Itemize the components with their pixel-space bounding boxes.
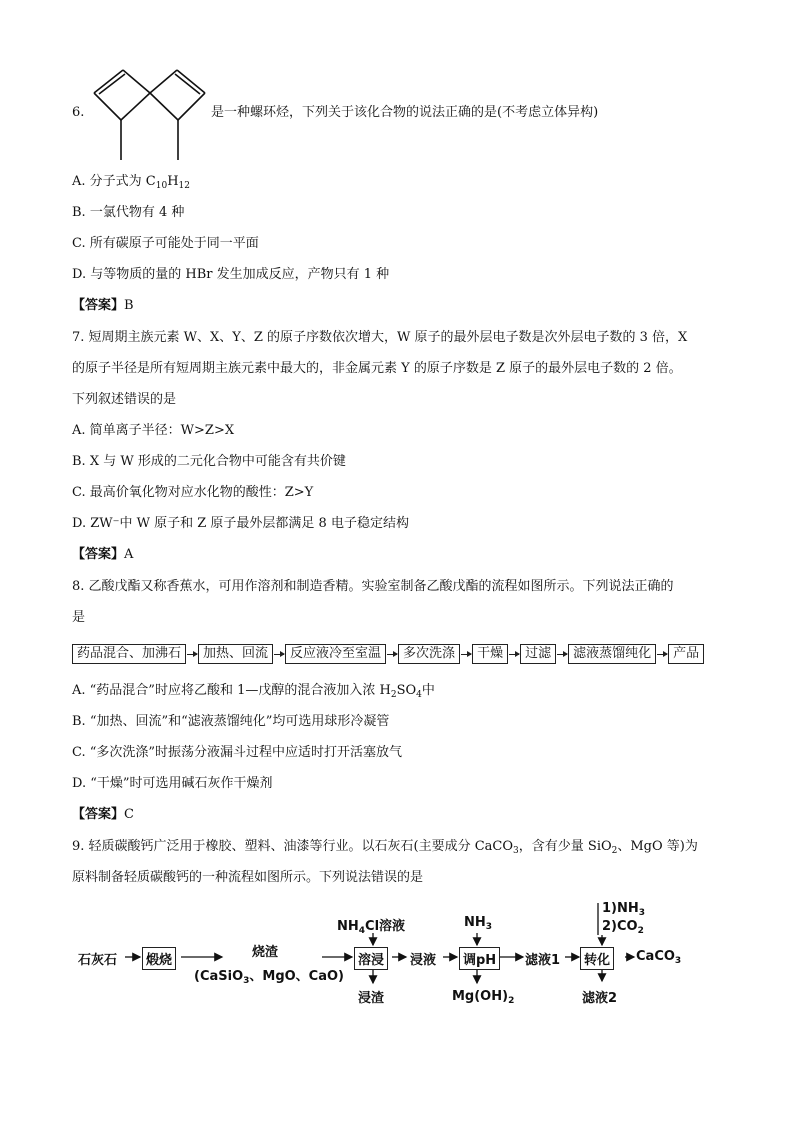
q9-residue: 浸渣 bbox=[358, 991, 385, 1006]
q9-mgoh2: $Mg(OH)_2$ bbox=[452, 989, 515, 1006]
flow-step-dry: 干燥 bbox=[472, 644, 508, 664]
flow-step-filter: 过滤 bbox=[520, 644, 556, 664]
q9-nh3: $NH_3$ bbox=[464, 915, 493, 932]
q9-convert-box: 转化 bbox=[580, 947, 614, 970]
flow-step-product: 产品 bbox=[668, 644, 704, 664]
q7-option-b: B. X 与 W 形成的二元化合物中可能含有共价键 bbox=[72, 454, 346, 469]
flow-step-reflux: 加热、回流 bbox=[198, 644, 273, 664]
q9-leachate: 浸液 bbox=[410, 953, 437, 968]
flow-step-wash: 多次洗涤 bbox=[398, 644, 460, 664]
q9-stem-line2: 原料制备轻质碳酸钙的一种流程如图所示。下列说法错误的是 bbox=[72, 870, 424, 885]
q7-stem-line2: 的原子半径是所有短周期主族元素中最大的，非金属元素 Y 的原子序数是 Z 原子的最外层电子数的 2 倍。 bbox=[72, 361, 682, 376]
q8-option-d: D. “干燥”时可选用碱石灰作干燥剂 bbox=[72, 776, 273, 791]
flow-step-mix: 药品混合、加沸石 bbox=[72, 644, 186, 664]
q9-adjust-ph-box: 调pH bbox=[459, 947, 500, 970]
q6-option-b: B. 一氯代物有 4 种 bbox=[72, 205, 185, 220]
q6-option-d: D. 与等物质的量的 HBr 发生加成反应，产物只有 1 种 bbox=[72, 267, 390, 282]
q9-stem-line1: 9. 轻质碳酸钙广泛用于橡胶、塑料、油漆等行业。以石灰石(主要成分 CaCO$_3$，含有少量 SiO$_2$、MgO 等)为 bbox=[72, 839, 698, 856]
q8-option-c: C. “多次洗涤”时振荡分液漏斗过程中应适时打开活塞放气 bbox=[72, 745, 403, 760]
q9-leach-box: 溶浸 bbox=[354, 947, 388, 970]
flow-arrow bbox=[509, 654, 519, 655]
q6-stem: 是一种螺环烃，下列关于该化合物的说法正确的是(不考虑立体异构) bbox=[211, 105, 599, 120]
q7-answer: 【答案】A bbox=[72, 547, 134, 562]
q7-option-c: C. 最高价氧化物对应水化物的酸性：Z>Y bbox=[72, 485, 314, 500]
spiro-structure-diagram bbox=[88, 60, 212, 164]
q9-filtrate2: 滤液2 bbox=[582, 991, 618, 1006]
q8-answer: 【答案】C bbox=[72, 807, 134, 822]
q9-filtrate1: 滤液1 bbox=[525, 953, 561, 968]
flow-arrow bbox=[657, 654, 667, 655]
q6-answer: 【答案】B bbox=[72, 298, 134, 313]
q9-process-diagram bbox=[72, 895, 712, 1025]
flow-arrow bbox=[461, 654, 471, 655]
q6-option-a: A. 分子式为 $C_{10}H_{12}$ bbox=[72, 174, 190, 191]
flow-arrow bbox=[387, 654, 397, 655]
flow-arrow bbox=[274, 654, 284, 655]
q8-stem-line1: 8. 乙酸戊酯又称香蕉水，可用作溶剂和制造香精。实验室制备乙酸戊酯的流程如图所示。下列说法正确的 bbox=[72, 579, 674, 594]
q9-product: CaCO$_3$ bbox=[636, 949, 682, 966]
flow-step-cool: 反应液冷至室温 bbox=[285, 644, 386, 664]
q6-option-c: C. 所有碳原子可能处于同一平面 bbox=[72, 236, 259, 251]
q9-start: 石灰石 bbox=[78, 953, 118, 968]
q9-slag-composition: (CaSiO$_3$、MgO、CaO) bbox=[194, 969, 344, 986]
q7-option-d: D. ZW⁻中 W 原子和 Z 原子最外层都满足 8 电子稳定结构 bbox=[72, 516, 409, 531]
flow-arrow bbox=[187, 654, 197, 655]
q7-option-a: A. 简单离子半径：W>Z>X bbox=[72, 423, 235, 438]
q7-stem-line1: 7. 短周期主族元素 W、X、Y、Z 的原子序数依次增大，W 原子的最外层电子数是次外层电子数的 3 倍，X bbox=[72, 330, 688, 345]
flow-step-distill: 滤液蒸馏纯化 bbox=[568, 644, 656, 664]
q6-number: 6. bbox=[72, 105, 85, 120]
q7-stem-line3: 下列叙述错误的是 bbox=[72, 392, 177, 407]
q8-flow-diagram bbox=[72, 644, 704, 664]
flow-arrow bbox=[557, 654, 567, 655]
q8-option-b: B. “加热、回流”和“滤液蒸馏纯化”均可选用球形冷凝管 bbox=[72, 714, 390, 729]
q9-slag-label: 烧渣 bbox=[252, 945, 279, 960]
q9-step2-co2: $2)CO_2$ bbox=[602, 919, 644, 936]
q8-stem-line2: 是 bbox=[72, 610, 86, 625]
q8-option-a: A. “药品混合”时应将乙酸和 1—戊醇的混合液加入浓 $H_2SO_4$中 bbox=[72, 683, 435, 700]
q9-calcine-box: 煅烧 bbox=[142, 947, 176, 970]
q9-step1-nh3: $1)NH_3$ bbox=[602, 901, 646, 918]
q9-nh4cl: $NH_4Cl$溶液 bbox=[337, 919, 406, 936]
